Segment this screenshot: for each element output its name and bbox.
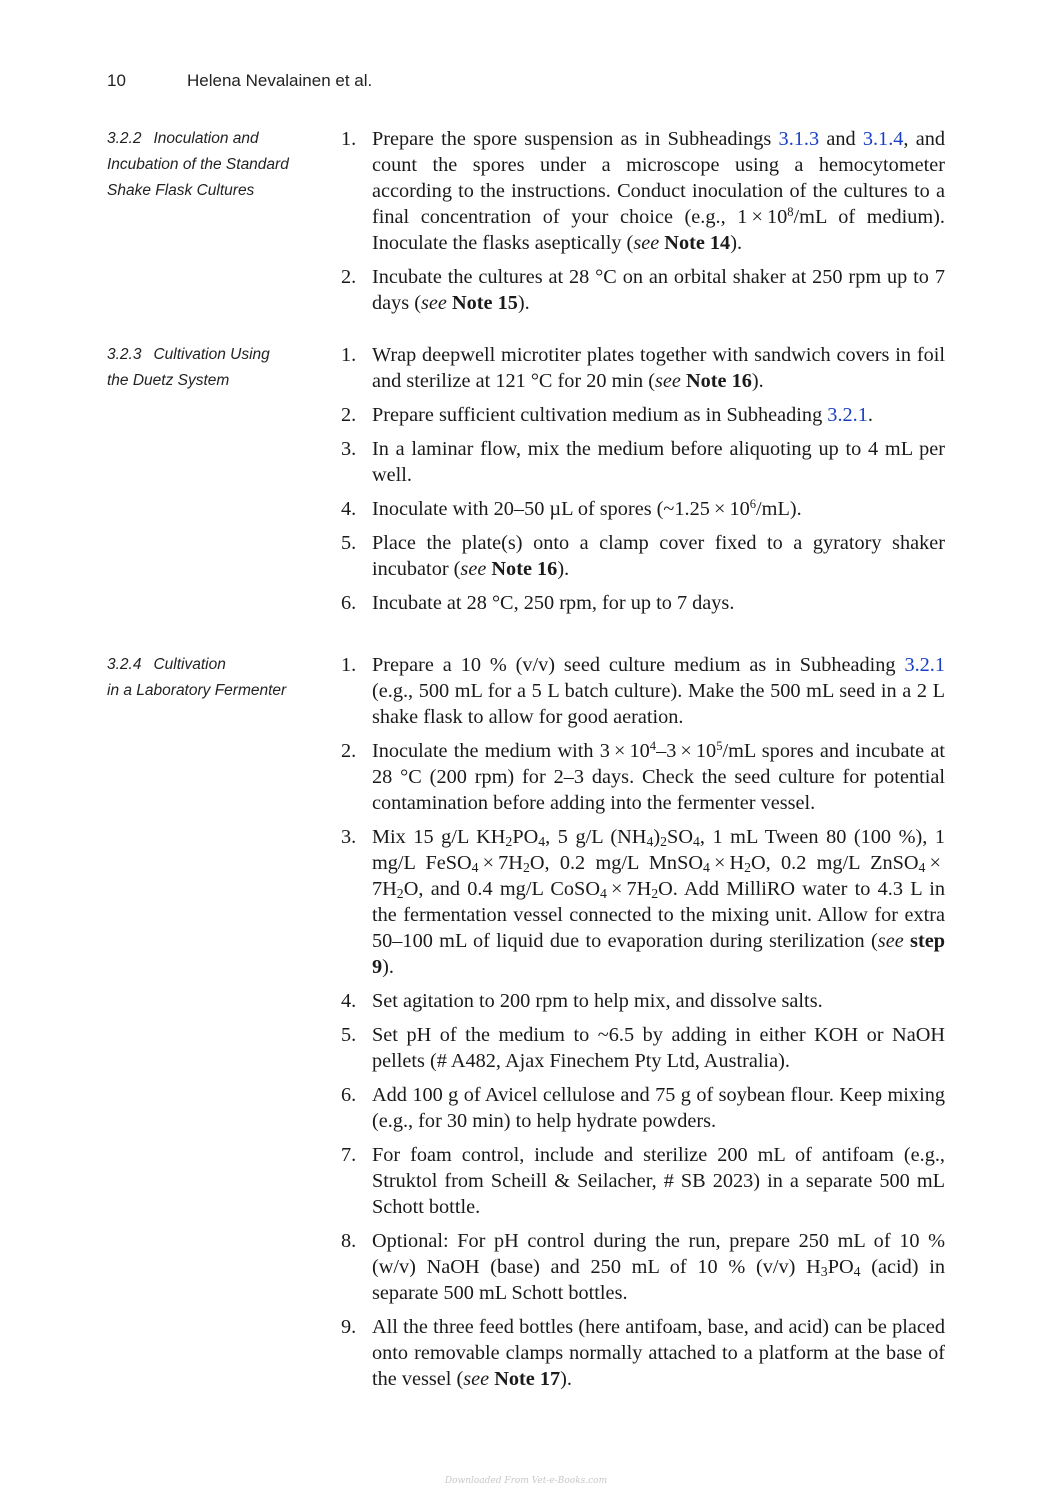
step-text <box>372 344 945 392</box>
text-run: × H <box>709 852 745 874</box>
see-italic: see <box>463 1368 490 1390</box>
text-run: Optional: For pH control during the run, prepare 250 mL of 10 % (w/v) NaOH (base) and 250 mL of 10 % (v/v) H <box>372 1230 945 1278</box>
subscript: 2 <box>522 860 530 876</box>
subscript: 2 <box>744 860 752 876</box>
subheading-link[interactable]: 3.1.4 <box>862 128 904 150</box>
text-run: O, 0.2 mg/L ZnSO <box>751 852 919 874</box>
text-run: × 7H <box>372 852 946 900</box>
section-number: 3.2.3 <box>107 346 142 363</box>
text-run: and <box>819 128 863 150</box>
step-item <box>341 824 945 980</box>
see-italic: see <box>877 930 904 952</box>
text-run: Incubate at 28 °C, 250 rpm, for up to 7 days. <box>372 592 735 614</box>
step-number: 4. <box>341 990 357 1012</box>
step-number: 4. <box>341 498 357 520</box>
step-item <box>341 1314 945 1392</box>
text-run: Inoculate with 20–50 µL of spores (~1.25 × 10 <box>372 498 750 520</box>
text-run: ). <box>382 956 394 978</box>
step-item <box>341 590 945 616</box>
step-item <box>341 342 945 394</box>
see-italic: see <box>460 558 487 580</box>
text-run: , 5 g/L (NH <box>545 826 647 848</box>
step-item <box>341 530 945 582</box>
step-item <box>341 1228 945 1306</box>
subscript: 2 <box>660 834 668 850</box>
text-run: Place the plate(s) onto a clamp cover fixed to a gyratory shaker incubator ( <box>372 532 945 580</box>
section-title: in a Laboratory Fermenter <box>107 682 287 699</box>
note-reference: Note 16 <box>491 558 558 580</box>
text-run: PO <box>827 1256 854 1278</box>
section-title: Cultivation <box>153 656 226 673</box>
subheading-link[interactable]: 3.2.1 <box>827 404 868 426</box>
text-run: , and count the spores under a microscope using a hemocytometer according to the instructions. Conduct inoculation of the cultures to a final concentration of your choice (e.g., 1 × 10 <box>372 128 945 228</box>
step-number: 1. <box>341 344 357 366</box>
section-heading-line <box>107 652 322 678</box>
step-list <box>341 342 945 624</box>
step-number: 3. <box>341 826 357 848</box>
subscript: 2 <box>396 886 404 902</box>
text-run: Set agitation to 200 rpm to help mix, and dissolve salts. <box>372 990 823 1012</box>
text-run: (acid) in separate 500 mL Schott bottles. <box>372 1256 946 1304</box>
step-text <box>372 498 802 520</box>
subscript: 3 <box>820 1264 828 1280</box>
step-text <box>372 592 734 614</box>
subscript: 4 <box>646 834 654 850</box>
section-number: 3.2.2 <box>107 130 142 147</box>
subscript: 4 <box>471 860 479 876</box>
text-run: /mL of medium). Inoculate the flasks aseptically ( <box>372 206 945 254</box>
subheading-link[interactable]: 3.2.1 <box>904 654 945 676</box>
step-item <box>341 652 945 730</box>
step-item <box>341 436 945 488</box>
subscript: 2 <box>651 886 659 902</box>
superscript: 5 <box>716 739 723 754</box>
text-run: Set pH of the medium to ~6.5 by adding in either KOH or NaOH pellets (# A482, Ajax Finechem Pty Ltd, Australia). <box>372 1024 945 1072</box>
running-header <box>107 71 372 91</box>
note-reference: step 9 <box>372 930 945 978</box>
note-reference: Note 17 <box>494 1368 561 1390</box>
section-heading <box>107 342 322 394</box>
step-number: 6. <box>341 592 357 614</box>
subheading-link[interactable]: 3.1.3 <box>778 128 820 150</box>
step-text <box>372 1084 945 1132</box>
text-run: ). <box>560 1368 572 1390</box>
text-run: Prepare sufficient cultivation medium as in Subheading <box>372 404 828 426</box>
section-title: Incubation of the Standard <box>107 156 289 173</box>
text-run: × 7H <box>478 852 523 874</box>
step-item <box>341 264 945 316</box>
section-heading-line <box>107 178 322 204</box>
step-text <box>372 1316 945 1390</box>
superscript: 6 <box>749 497 757 512</box>
running-header-authors: Helena Nevalainen et al. <box>187 71 373 90</box>
step-number: 5. <box>341 532 357 554</box>
text-run: . <box>867 404 873 426</box>
step-text <box>372 1230 945 1304</box>
note-reference: Note 14 <box>664 232 731 254</box>
subscript: 4 <box>692 834 700 850</box>
section-heading <box>107 126 322 204</box>
subscript: 4 <box>703 860 710 876</box>
see-italic: see <box>633 232 660 254</box>
text-run: O. Add MilliRO water to 4.3 L in the fermentation vessel connected to the mixing unit. Allow for extra 50–100 mL of liquid due to evaporation during sterilization ( <box>372 878 945 952</box>
section-heading-line <box>107 152 322 178</box>
text-run: Prepare a 10 % (v/v) seed culture medium as in Subheading <box>372 654 905 676</box>
step-text <box>372 1024 945 1072</box>
step-number: 7. <box>341 1144 357 1166</box>
step-text <box>372 740 945 814</box>
see-italic: see <box>654 370 681 392</box>
section-heading-line <box>107 342 322 368</box>
step-number: 5. <box>341 1024 357 1046</box>
step-number: 1. <box>341 128 357 150</box>
page-number: 10 <box>107 71 126 90</box>
step-item <box>341 738 945 816</box>
section-title: the Duetz System <box>107 372 230 389</box>
section-heading <box>107 652 322 704</box>
text-run: × 7H <box>606 878 652 900</box>
text-run: O, and 0.4 mg/L CoSO <box>403 878 600 900</box>
note-reference: Note 16 <box>685 370 752 392</box>
section-title: Inoculation and <box>153 130 259 147</box>
subscript: 2 <box>505 834 513 850</box>
step-item <box>341 988 945 1014</box>
step-number: 2. <box>341 266 357 288</box>
text-run: Wrap deepwell microtiter plates together with sandwich covers in foil and sterilize at 121 °C for 20 min ( <box>372 344 945 392</box>
section-heading-line <box>107 126 322 152</box>
step-number: 9. <box>341 1316 357 1338</box>
watermark: Downloaded From Vet-e-Books.com <box>444 1476 608 1486</box>
step-number: 8. <box>341 1230 357 1252</box>
step-item <box>341 402 945 428</box>
step-number: 2. <box>341 404 357 426</box>
text-run: Mix 15 g/L KH <box>372 826 506 848</box>
step-item <box>341 126 945 256</box>
step-text <box>372 826 945 978</box>
step-number: 3. <box>341 438 357 460</box>
text-run: (e.g., 500 mL for a 5 L batch culture). Make the 500 mL seed in a 2 L shake flask to allow for good aeration. <box>372 680 945 728</box>
step-number: 6. <box>341 1084 357 1106</box>
text-run: Prepare the spore suspension as in Subheadings <box>372 128 779 150</box>
text-run: /mL). <box>756 498 802 520</box>
text-run: O, 0.2 mg/L MnSO <box>529 852 703 874</box>
text-run: SO <box>667 826 693 848</box>
step-text <box>372 532 945 580</box>
step-item <box>341 1082 945 1134</box>
section-title: Cultivation Using <box>153 346 270 363</box>
text-run: Inoculate the medium with 3 × 10 <box>372 740 650 762</box>
text-run: PO <box>512 826 539 848</box>
step-text <box>372 128 945 254</box>
superscript: 4 <box>649 739 657 754</box>
subscript: 4 <box>599 886 607 902</box>
step-text <box>372 266 945 314</box>
step-text <box>372 654 945 728</box>
step-item <box>341 1142 945 1220</box>
step-list <box>341 126 945 324</box>
text-run: ) <box>653 826 661 848</box>
superscript: 8 <box>787 205 794 220</box>
step-text <box>372 990 823 1012</box>
step-list <box>341 652 945 1400</box>
step-text <box>372 438 945 486</box>
step-item <box>341 496 945 522</box>
text-run: Incubate the cultures at 28 °C on an orbital shaker at 250 rpm up to 7 days ( <box>372 266 945 314</box>
step-item <box>341 1022 945 1074</box>
text-run: ). <box>730 232 743 254</box>
text-run: ). <box>517 292 530 314</box>
section-heading-line <box>107 678 322 704</box>
step-number: 2. <box>341 740 357 762</box>
text-run: –3 × 10 <box>656 740 717 762</box>
step-text <box>372 1144 945 1218</box>
subscript: 4 <box>853 1264 861 1280</box>
text-run: , 1 mL Tween 80 (100 %), 1 mg/L FeSO <box>372 826 945 874</box>
subscript: 4 <box>918 860 926 876</box>
section-heading-line <box>107 368 322 394</box>
note-reference: Note 15 <box>451 292 518 314</box>
text-run: For foam control, include and sterilize 200 mL of antifoam (e.g., Struktol from Scheill & Seilacher, # SB 2023) in a separate 500 mL Schott bottle. <box>372 1144 945 1218</box>
step-text <box>372 404 873 426</box>
text-run: /mL spores and incubate at 28 °C (200 rpm) for 2–3 days. Check the seed culture for potential contamination before adding into the fermenter vessel. <box>372 740 945 814</box>
text-run: All the three feed bottles (here antifoam, base, and acid) can be placed onto removable clamps normally attached to a platform at the base of the vessel ( <box>372 1316 945 1390</box>
section-number: 3.2.4 <box>107 656 142 673</box>
text-run: ). <box>751 370 764 392</box>
text-run: Add 100 g of Avicel cellulose and 75 g of soybean flour. Keep mixing (e.g., for 30 min) to help hydrate powders. <box>372 1084 945 1132</box>
section-title: Shake Flask Cultures <box>107 182 255 199</box>
text-run: In a laminar flow, mix the medium before aliquoting up to 4 mL per well. <box>372 438 945 486</box>
see-italic: see <box>421 292 447 314</box>
step-number: 1. <box>341 654 357 676</box>
subscript: 4 <box>538 834 546 850</box>
text-run: ). <box>557 558 570 580</box>
